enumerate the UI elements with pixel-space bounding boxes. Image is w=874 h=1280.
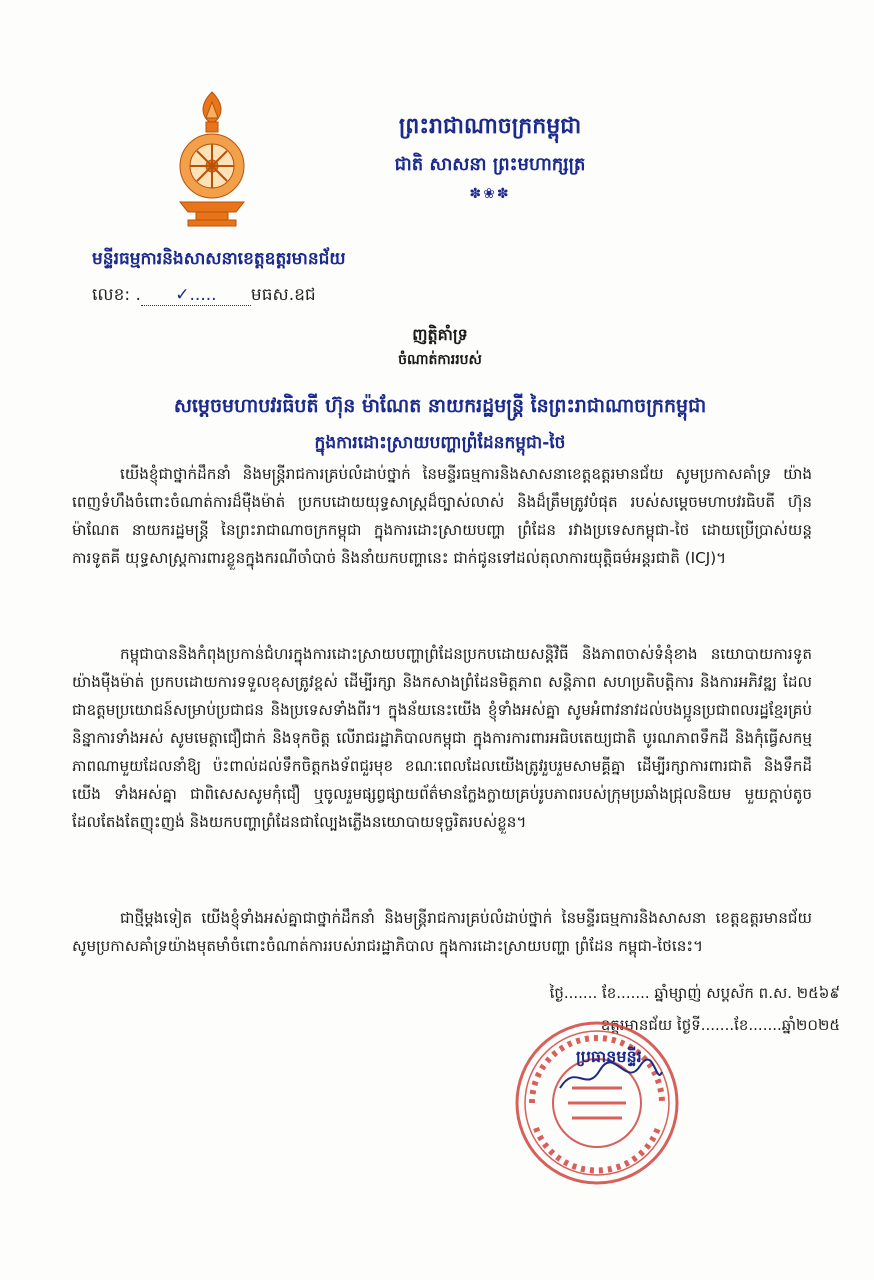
gregorian-date-line: ឧត្តរមានជ័យ ថ្ងៃទី.......ខែ.......ឆ្នាំ២០២៥ xyxy=(600,1016,840,1034)
subject-topic: ក្នុងការដោះស្រាយបញ្ហាព្រំដែនកម្ពុជា-ថៃ xyxy=(314,433,566,453)
ornament-divider: ✽❀✽ xyxy=(469,186,511,202)
reference-prefix: លេខ: . xyxy=(92,285,141,305)
body-paragraph-1: យើងខ្ញុំជាថ្នាក់ដឹកនាំ និងមន្ត្រីរាជការគ្រប់លំដាប់ថ្នាក់ នៃមន្ទីរធម្មការនិងសាសនាខេត្តឧត្តរមានជ័យ សូមប្រកាសគាំទ្រ យ៉ាងពេញទំហឹងចំពោះចំណាត់ការដ៏ម៉ឺងម៉ាត់ ប្រកបដោយយុទ្ធសាស្ត្រដ៏ច្បាស់លាស់ និងដ៏ត្រឹមត្រូវបំផុត របស់សម្តេចមហាបវរធិបតី ហ៊ុន ម៉ាណែត នាយករដ្ឋមន្ត្រី នៃព្រះរាជាណាចក្រកម្ពុជា ក្នុងការដោះស្រាយបញ្ហា ព្រំដែន រវាងប្រទេសកម្ពុជា-ថៃ ដោយប្រើប្រាស់យន្តការទូតគី យុទ្ធសាស្ត្រការពារខ្លួនក្នុងករណីចាំបាច់ និងនាំយកបញ្ហានេះ ជាក់ជូនទៅដល់តុលាការយុត្តិធម៌អន្តរជាតិ (ICJ)។ xyxy=(72,465,812,567)
reference-number xyxy=(92,284,316,309)
subject-intro: ចំណាត់ការរបស់ xyxy=(398,352,482,368)
signer-title: ប្រធានមន្ទីរ xyxy=(576,1047,642,1066)
document-type: ញត្តិគាំទ្រ xyxy=(412,325,468,344)
official-seal-stamp xyxy=(512,1018,682,1188)
lunar-date-line: ថ្ងៃ....... ខែ....... ឆ្នាំម្សាញ់ សប្តស័ក ព.ស. ២៥៦៩ xyxy=(549,984,840,1002)
subject-person: សម្តេចមហាបវរធិបតី ហ៊ុន ម៉ាណែត នាយករដ្ឋមន្ត្រី នៃព្រះរាជាណាចក្រកម្ពុជា xyxy=(173,395,707,417)
body-paragraph-2: កម្ពុជាបាននិងកំពុងប្រកាន់ជំហរក្នុងការដោះស្រាយបញ្ហាព្រំដែនប្រកបដោយសន្តិវិធី និងភាពចាស់ទំនុំខាង នយោបាយការទូតយ៉ាងម៉ឺងម៉ាត់ ប្រកបដោយការទទួលខុសត្រូវខ្ពស់ ដើម្បីរក្សា និងកសាងព្រំដែនមិត្តភាព សន្តិភាព សហប្រតិបត្តិការ និងការអភិវឌ្ឍ ដែលជាឧត្តមប្រយោជន៍សម្រាប់ប្រជាជន និងប្រទេសទាំងពីរ។ ក្នុងន័យនេះយើង ខ្ញុំទាំងអស់គ្នា សូមអំពាវនាវដល់បងប្អូនប្រជាពលរដ្ឋខ្មែរគ្រប់និន្នាការទាំងអស់ សូមមេត្តាជឿជាក់ និងទុកចិត្ត លើរាជរដ្ឋាភិបាលកម្ពុជា ក្នុងការការពារអធិបតេយ្យជាតិ បូរណភាពទឹកដី និងកុំធ្វើសកម្មភាពណាមួយដែលនាំឱ្យ ប៉ះពាល់ដល់ទឹកចិត្តកងទ័ពជួរមុខ ខណៈពេលដែលយើងត្រូវរួបរួមសាមគ្គីគ្នា ដើម្បីរក្សាការពារជាតិ និងទឹកដីយើង ទាំងអស់គ្នា ជាពិសេសសូមកុំជឿ ឬចូលរួមផ្សព្វផ្សាយព័ត៌មានក្លែងក្លាយគ្រប់រូបភាពរបស់ក្រុមប្រឆាំងជ្រុលនិយម មួយក្តាប់តូច ដែលតែងតែញុះញង់ និងយកបញ្ហាព្រំដែនជាល្បែងភ្លើងនយោបាយទុច្ចរិតរបស់ខ្លួន។ xyxy=(72,645,812,831)
reference-suffix: មធស.ឧជ xyxy=(250,285,316,305)
reference-handwritten-number: ✓..... xyxy=(141,285,251,306)
kingdom-title: ព្រះរាជាណាចក្រកម្ពុជា xyxy=(398,114,582,139)
body-paragraph-3: ជាថ្មីម្តងទៀត យើងខ្ញុំទាំងអស់គ្នាជាថ្នាក់ដឹកនាំ និងមន្ត្រីរាជការគ្រប់លំដាប់ថ្នាក់ នៃមន្ទីរធម្មការនិងសាសនា ខេត្តឧត្តរមានជ័យ សូមប្រកាសគាំទ្រយ៉ាងមុតមាំចំពោះចំណាត់ការរបស់រាជរដ្ឋាភិបាល ក្នុងការដោះស្រាយបញ្ហា ព្រំដែន កម្ពុជា-ថៃនេះ។ xyxy=(72,909,812,955)
national-motto: ជាតិ សាសនា ព្រះមហាក្សត្រ xyxy=(394,154,586,175)
issuing-ministry: មន្ទីរធម្មការនិងសាសនាខេត្តឧត្តរមានជ័យ xyxy=(92,249,346,269)
royal-emblem-icon xyxy=(170,88,254,228)
